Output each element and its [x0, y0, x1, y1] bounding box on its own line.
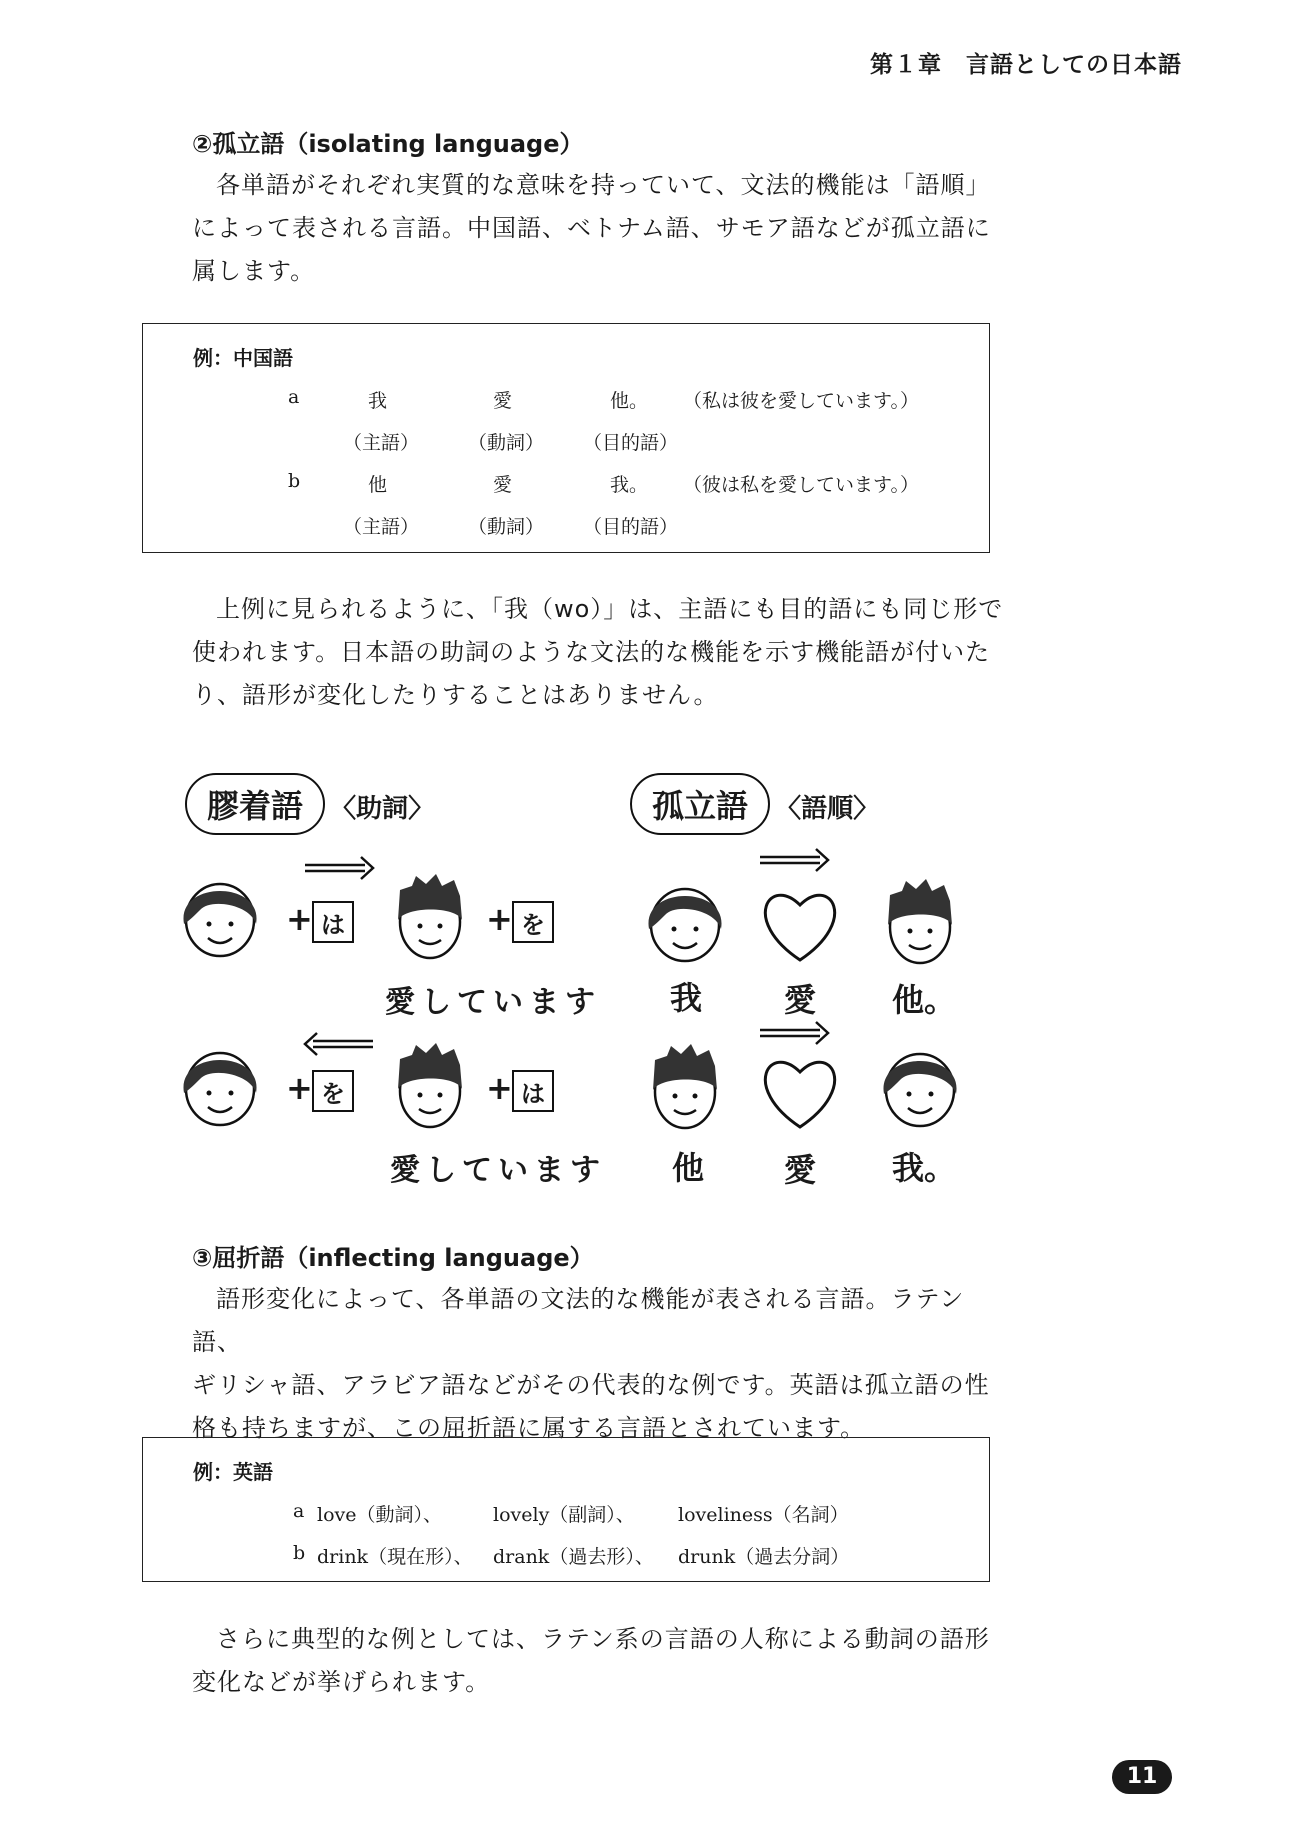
particle-ha-box: は: [512, 1070, 554, 1112]
role-cell: （動詞）: [468, 516, 545, 538]
example-box-chinese: [142, 323, 990, 553]
plus-sign: +: [286, 900, 313, 938]
paragraph-line: 上例に見られるように、「我（wo）」は、主語にも目的語にも同じ形で: [216, 595, 1004, 623]
example-title: 例：中国語: [193, 346, 293, 370]
particle-wo-box: を: [512, 901, 554, 943]
role-cell: （主語）: [343, 432, 420, 454]
arrow-left-icon: [305, 1033, 373, 1055]
arrow-right-icon: [305, 857, 373, 879]
word-cell: 愛: [493, 390, 513, 412]
boy-face-icon: [398, 1043, 462, 1127]
plus-sign: +: [486, 900, 513, 938]
paragraph-3: [192, 1618, 1012, 1704]
word-cell: drink（現在形）、: [317, 1546, 473, 1568]
paragraph-line: 各単語がそれぞれ実質的な意味を持っていて、文法的機能は「語順」: [216, 171, 991, 199]
paragraph-line: 格も持ちますが、この屈折語に属する言語とされています。: [192, 1414, 866, 1442]
agglutinative-label: 膠着語: [185, 773, 325, 835]
translation-cell: （私は彼を愛しています。）: [683, 390, 919, 412]
row-label: b: [288, 470, 301, 492]
word-cell: lovely（副詞）、: [493, 1504, 635, 1526]
plus-sign: +: [486, 1069, 513, 1107]
chinese-word: 他。: [892, 981, 957, 1019]
word-cell: 我: [368, 390, 388, 412]
role-cell: （動詞）: [468, 432, 545, 454]
paragraph-line: り、語形が変化したりすることはありません。: [192, 681, 719, 709]
role-cell: （目的語）: [583, 432, 679, 454]
boy-face-icon: [888, 879, 952, 963]
girl-face-icon: [183, 884, 256, 956]
aishiteimasu-text: 愛しています: [390, 1153, 606, 1188]
chinese-word: 愛: [784, 981, 817, 1019]
translation-cell: （彼は私を愛しています。）: [683, 474, 919, 496]
section-heading-isolating: ②孤立語（isolating language）: [192, 130, 584, 158]
word-cell: loveliness（名詞）: [678, 1504, 849, 1526]
chinese-word: 我: [670, 979, 703, 1017]
word-cell: 他: [368, 474, 388, 496]
aishiteimasu-text: 愛しています: [385, 985, 601, 1020]
plus-sign: +: [286, 1069, 313, 1107]
paragraph-line: によって表される言語。中国語、ベトナム語、サモア語などが孤立語に: [192, 214, 991, 242]
arrow-right-icon: [760, 849, 828, 871]
paragraph-line: 属します。: [192, 257, 316, 285]
chinese-word: 我。: [892, 1149, 957, 1187]
particle-wo-box: を: [312, 1070, 354, 1112]
word-cell: love（動詞）、: [317, 1504, 442, 1526]
paragraph-line: 語形変化によって、各単語の文法的な機能が表される言語。ラテン語、: [192, 1285, 965, 1356]
example-title: 例：英語: [193, 1460, 273, 1484]
girl-face-icon: [648, 889, 721, 961]
row-label: a: [293, 1500, 305, 1522]
heart-icon: [765, 895, 834, 960]
row-label: b: [293, 1542, 306, 1564]
example-box-english: [142, 1437, 990, 1582]
comparison-illustration: [180, 765, 980, 1205]
isolating-label: 孤立語: [630, 773, 770, 835]
word-cell: drank（過去形）、: [493, 1546, 654, 1568]
girl-face-icon: [183, 1053, 256, 1125]
paragraph-line: さらに典型的な例としては、ラテン系の言語の人称による動詞の語形: [216, 1625, 990, 1653]
arrow-right-icon: [760, 1022, 828, 1044]
section-heading-inflecting: ③屈折語（inflecting language）: [192, 1244, 594, 1272]
word-cell: 我。: [610, 474, 649, 496]
chapter-title: 第１章 言語としての日本語: [870, 52, 1182, 78]
paragraph-line: 変化などが挙げられます。: [192, 1668, 491, 1696]
section2-paragraph: [192, 164, 1012, 293]
word-cell: 愛: [493, 474, 513, 496]
girl-face-icon: [883, 1054, 956, 1126]
row-label: a: [288, 386, 300, 408]
paragraph-2: [192, 588, 1012, 717]
role-cell: （主語）: [343, 516, 420, 538]
word-order-tag: 〈語順〉: [775, 794, 880, 824]
word-cell: drunk（過去分詞）: [678, 1546, 850, 1568]
chinese-word: 愛: [784, 1151, 817, 1189]
boy-face-icon: [653, 1044, 717, 1128]
boy-face-icon: [398, 874, 462, 958]
paragraph-line: 使われます。日本語の助詞のような文法的な機能を示す機能語が付いた: [192, 638, 991, 666]
section3-paragraph: [192, 1278, 1012, 1450]
heart-icon: [765, 1062, 834, 1127]
word-cell: 他。: [610, 390, 649, 412]
page-number: 11: [1112, 1760, 1172, 1794]
chinese-word: 他: [672, 1149, 705, 1187]
particle-ha-box: は: [312, 901, 354, 943]
paragraph-line: ギリシャ語、アラビア語などがその代表的な例です。英語は孤立語の性: [192, 1371, 990, 1399]
role-cell: （目的語）: [583, 516, 679, 538]
particle-tag: 〈助詞〉: [330, 794, 435, 824]
